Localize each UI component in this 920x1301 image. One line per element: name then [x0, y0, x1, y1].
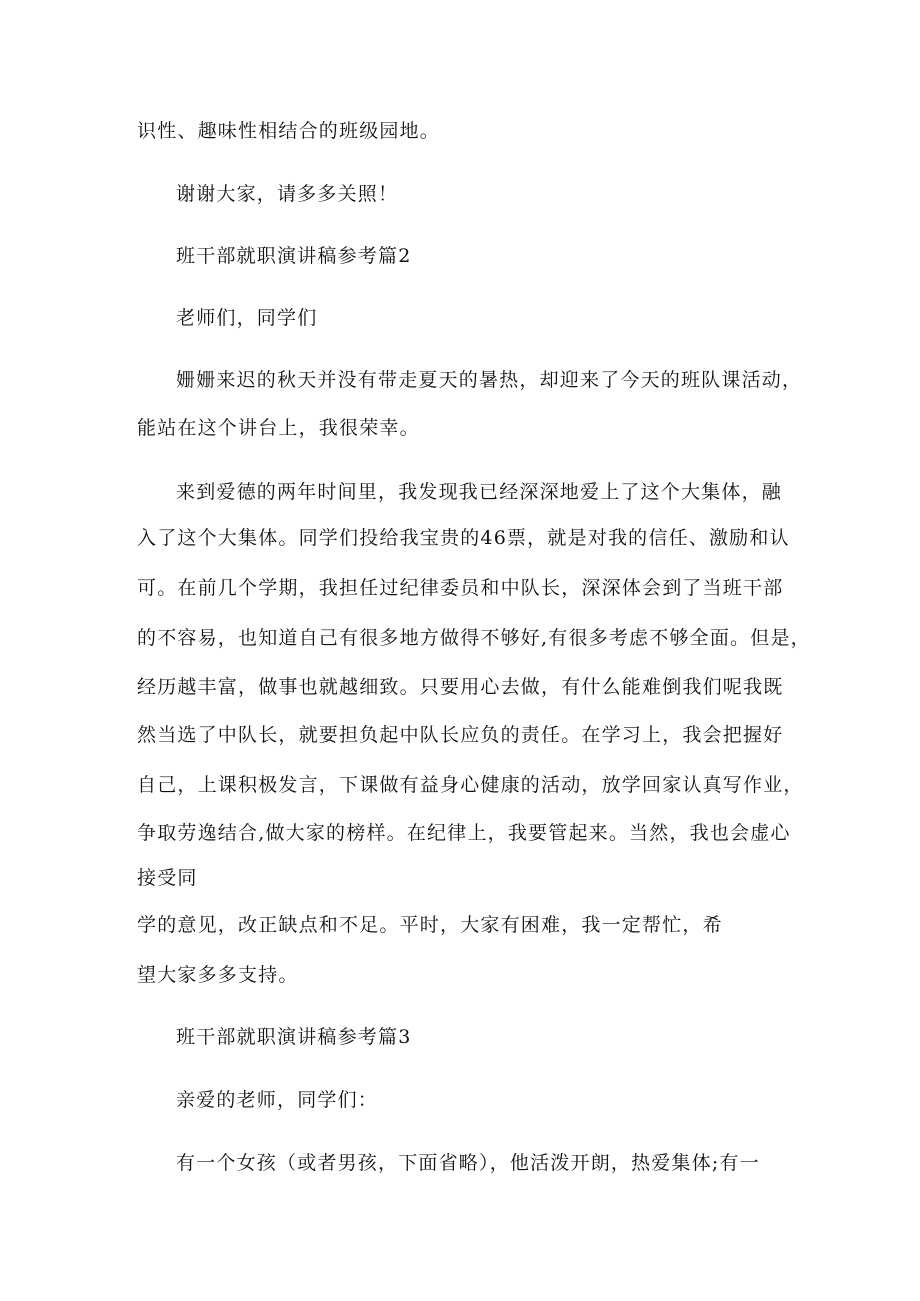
salutation-line: 亲爱的老师，同学们：: [176, 1089, 379, 1111]
paragraph-line: 的不容易，也知道自己有很多地方做得不够好,有很多考虑不够全面。但是，: [137, 627, 811, 649]
paragraph-line: 学的意见，改正缺点和不足。平时，大家有困难，我一定帮忙，希: [137, 914, 723, 936]
paragraph-line: 识性、趣味性相结合的班级园地。: [137, 120, 441, 142]
paragraph-line: 自己，上课积极发言，下课做有益身心健康的活动，放学回家认真写作业，: [137, 774, 804, 796]
paragraph-line: 经历越丰富，做事也就越细致。只要用心去做，有什么能难倒我们呢我既: [137, 676, 784, 698]
paragraph-line: 可。在前几个学期，我担任过纪律委员和中队长，深深体会到了当班干部: [137, 577, 784, 599]
salutation-line: 老师们，同学们: [176, 307, 318, 329]
paragraph-line: 望大家多多支持。: [137, 964, 299, 986]
paragraph-line: 然当选了中队长，就要担负起中队长应负的责任。在学习上，我会把握好: [137, 724, 784, 746]
paragraph-line: 接受同: [137, 867, 198, 889]
paragraph-line: 姗姗来迟的秋天并没有带走夏天的暑热，却迎来了今天的班队课活动，: [176, 369, 803, 391]
section-heading: 班干部就职演讲稿参考篇2: [176, 245, 412, 267]
paragraph-line: 能站在这个讲台上，我很荣幸。: [137, 417, 420, 439]
paragraph-line: 争取劳逸结合,做大家的榜样。在纪律上，我要管起来。当然，我也会虚心: [137, 822, 791, 844]
section-heading: 班干部就职演讲稿参考篇3: [176, 1026, 412, 1048]
paragraph-line: 谢谢大家，请多多关照！: [176, 183, 399, 205]
paragraph-line: 入了这个大集体。同学们投给我宝贵的46票，就是对我的信任、激励和认: [137, 527, 790, 549]
paragraph-line: 有一个女孩（或者男孩，下面省略），他活泼开朗，热爱集体;有一: [176, 1152, 760, 1174]
paragraph-line: 来到爱德的两年时间里，我发现我已经深深地爱上了这个大集体，融: [176, 481, 783, 503]
